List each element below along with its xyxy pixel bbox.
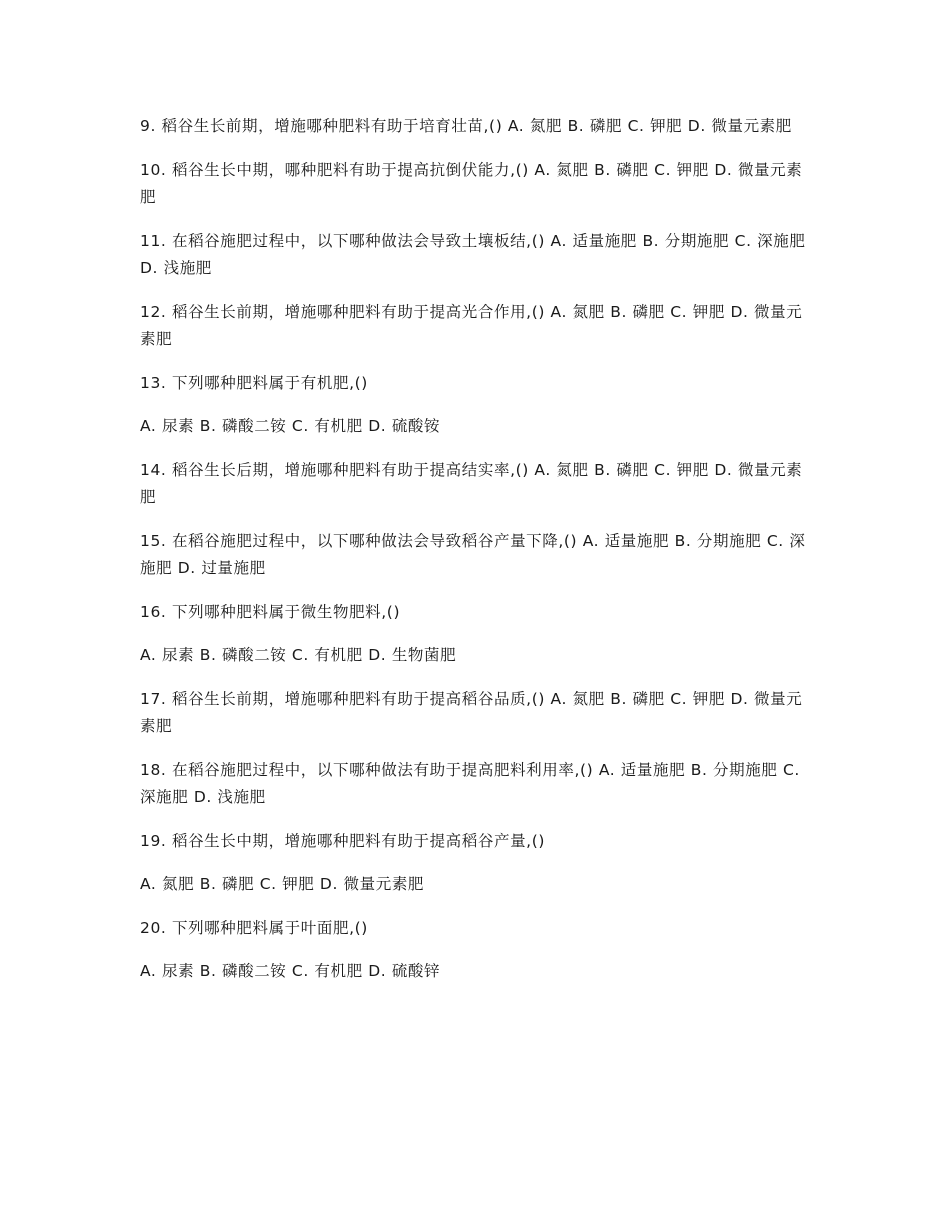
question-12: 12. 稻谷生长前期，增施哪种肥料有助于提高光合作用,() A. 氮肥 B. 磷肥 C. 钾肥 D. 微量元素肥 <box>140 302 803 348</box>
question-18: 18. 在稻谷施肥过程中，以下哪种做法有助于提高肥料利用率,() A. 适量施肥 B. 分期施肥 C. 深施肥 D. 浅施肥 <box>140 760 800 806</box>
question-10: 10. 稻谷生长中期，哪种肥料有助于提高抗倒伏能力,() A. 氮肥 B. 磷肥 C. 钾肥 D. 微量元素肥 <box>140 160 803 206</box>
question-20: 20. 下列哪种肥料属于叶面肥,() <box>140 918 368 937</box>
question-9: 9. 稻谷生长前期，增施哪种肥料有助于培育壮苗,() A. 氮肥 B. 磷肥 C. 钾肥 D. 微量元素肥 <box>140 117 792 135</box>
question-17: 17. 稻谷生长前期，增施哪种肥料有助于提高稻谷品质,() A. 氮肥 B. 磷肥 C. 钾肥 D. 微量元素肥 <box>140 689 803 735</box>
question-13-options: A. 尿素 B. 磷酸二铵 C. 有机肥 D. 硫酸铵 <box>140 417 441 435</box>
question-11: 11. 在稻谷施肥过程中，以下哪种做法会导致土壤板结,() A. 适量施肥 B. 分期施肥 C. 深施肥 D. 浅施肥 <box>140 231 806 277</box>
question-20-options: A. 尿素 B. 磷酸二铵 C. 有机肥 D. 硫酸锌 <box>140 962 441 980</box>
question-14: 14. 稻谷生长后期，增施哪种肥料有助于提高结实率,() A. 氮肥 B. 磷肥 C. 钾肥 D. 微量元素肥 <box>140 460 803 506</box>
document-page <box>140 113 812 1002</box>
question-19-options: A. 氮肥 B. 磷肥 C. 钾肥 D. 微量元素肥 <box>140 875 425 893</box>
question-16-options: A. 尿素 B. 磷酸二铵 C. 有机肥 D. 生物菌肥 <box>140 646 457 664</box>
question-15: 15. 在稻谷施肥过程中，以下哪种做法会导致稻谷产量下降,() A. 适量施肥 B. 分期施肥 C. 深施肥 D. 过量施肥 <box>140 531 806 577</box>
question-19: 19. 稻谷生长中期，增施哪种肥料有助于提高稻谷产量,() <box>140 831 545 850</box>
question-16: 16. 下列哪种肥料属于微生物肥料,() <box>140 602 401 621</box>
question-13: 13. 下列哪种肥料属于有机肥,() <box>140 373 368 392</box>
